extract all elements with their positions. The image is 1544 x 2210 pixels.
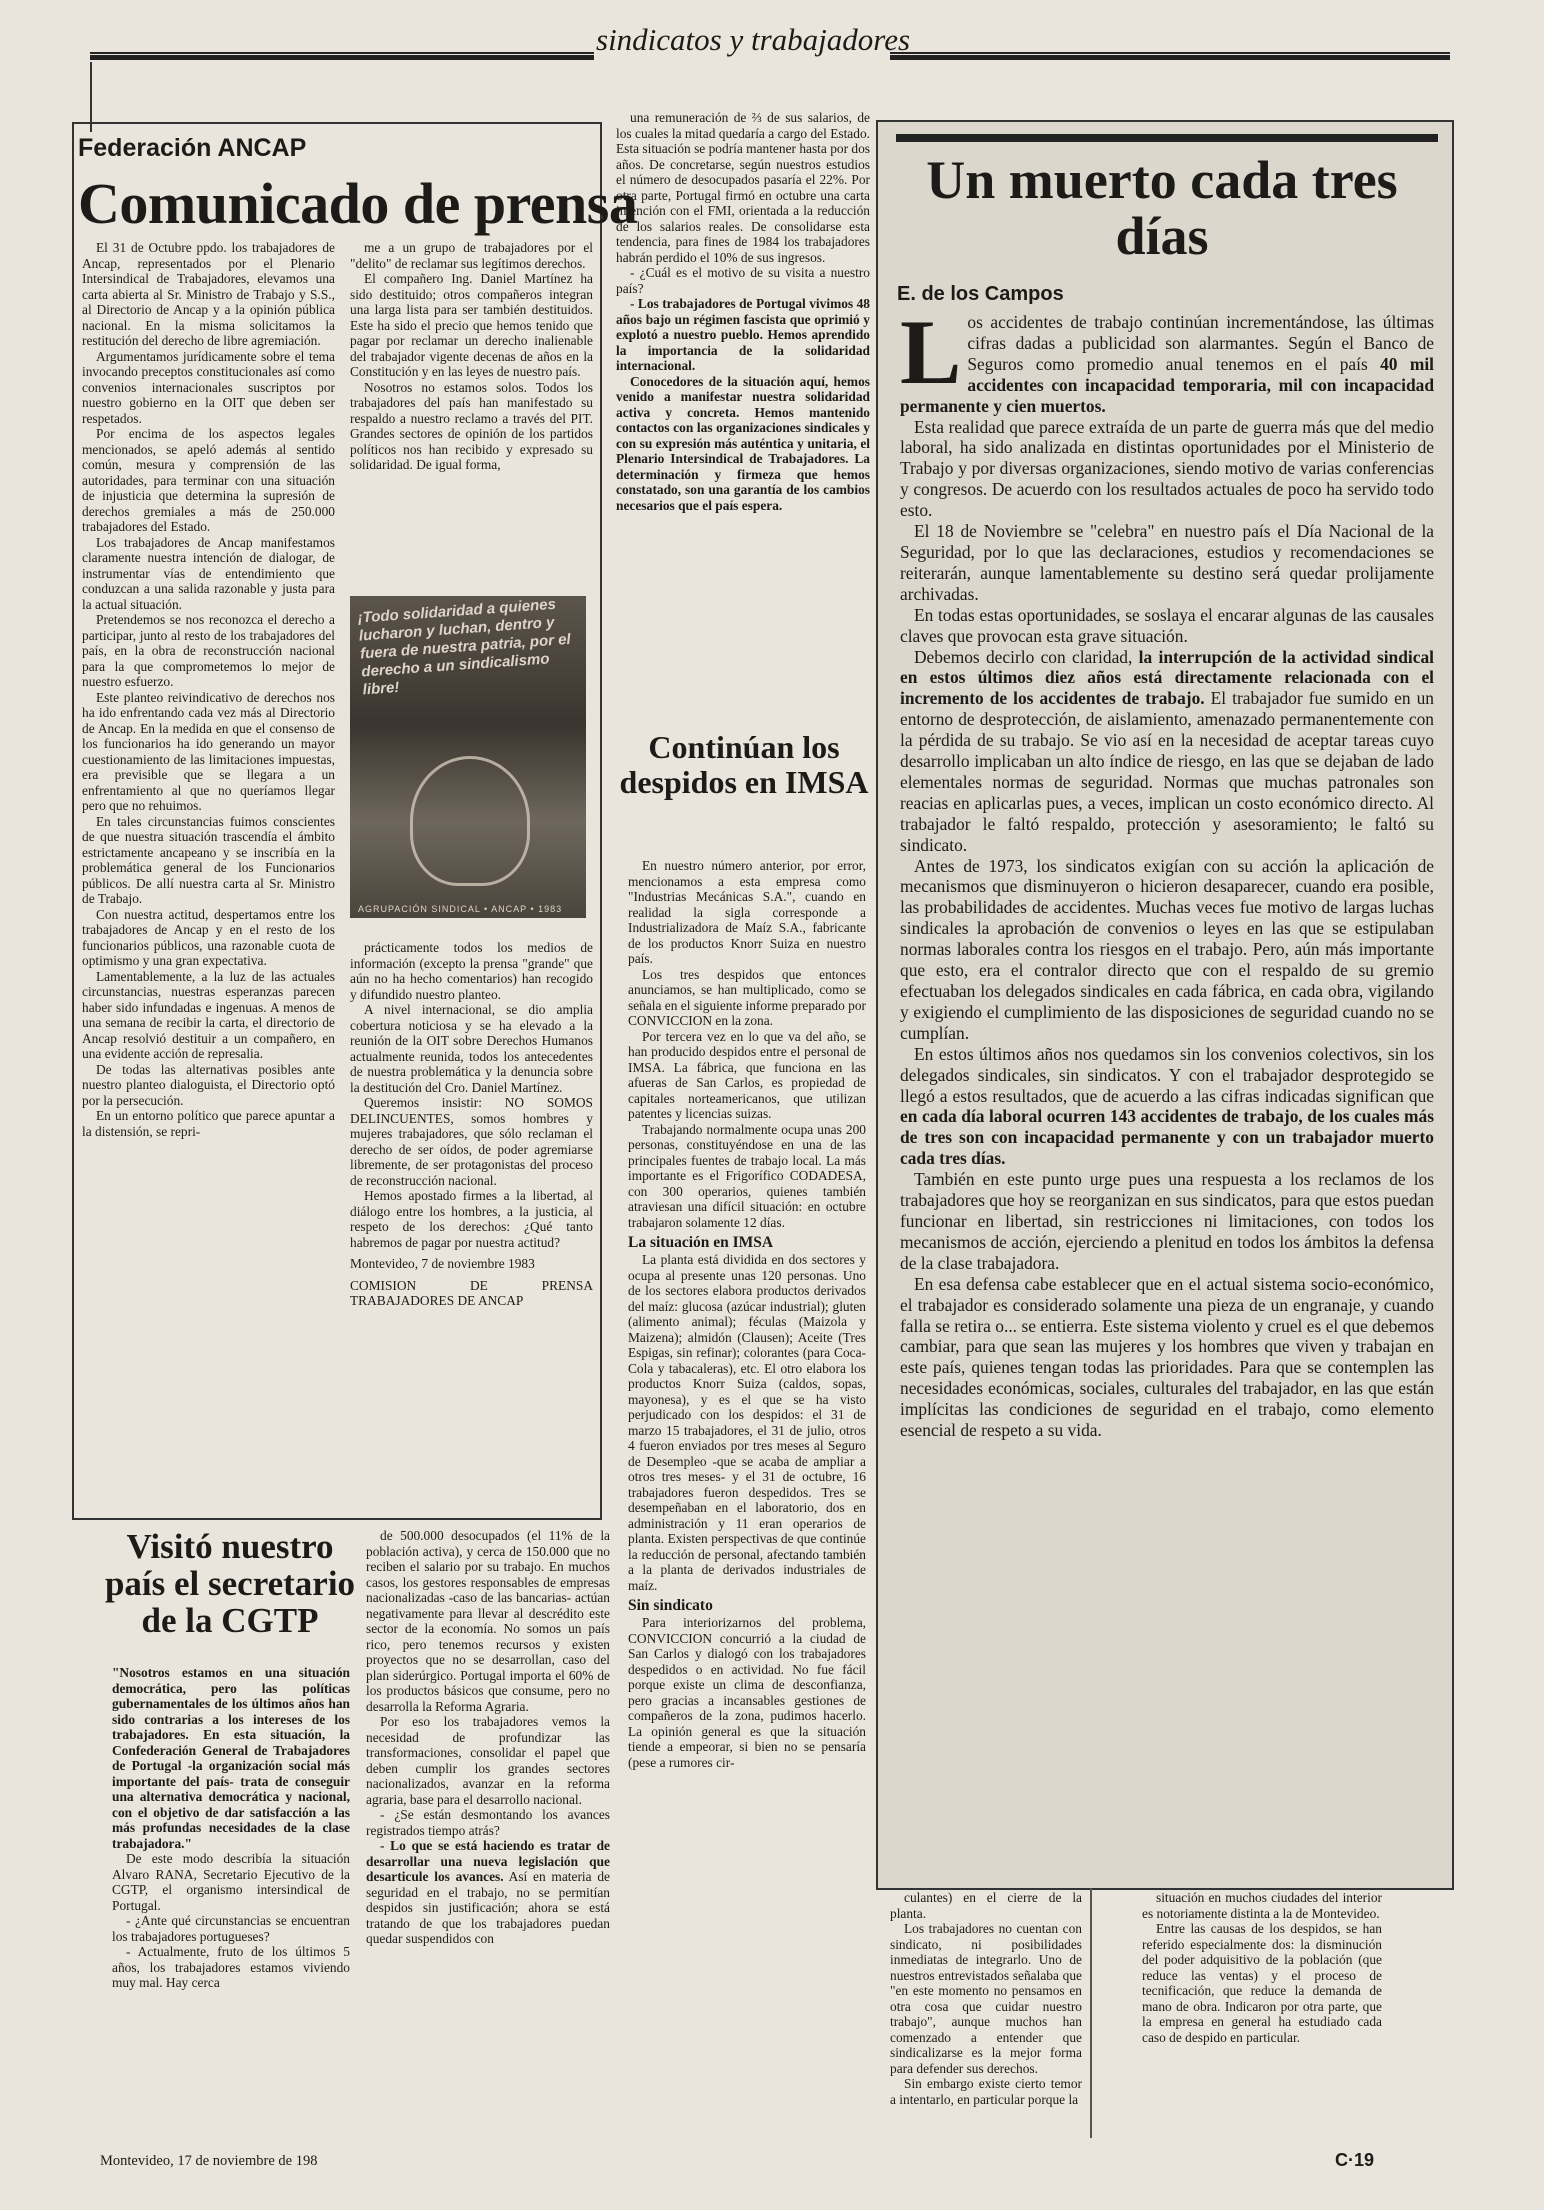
- accidents-paragraph: También en este punto urge pues una respuesta a los reclamos de los trabajadores que hoy se reorganizan en sus sindicatos, para que estos puedan funcionar en libertad, sin restricciones ni limitaciones, con todos los mecanismos de acción, ejerciendo a plenitud en todos los ámbitos la defensa de la clase trabajadora.: [900, 1169, 1434, 1273]
- accidents-paragraph: Antes de 1973, los sindicatos exigían con su acción la aplicación de mecanismos que disminuyeron o hicieron desaparecer, cuando era posible, las probabilidades de accidentes. Muchas veces fue motivo de largas luchas sindicales la aprobación de convenios o leyes en las que se estipulaban normas laborales contra los riesgos en el trabajo. Pero, aún más importante que esto, era el contralor directo que con el respaldo de su gremio efectuaban los delegados sindicales en cada fábrica, en cada obra, vigilando y exigiendo el cumplimiento de las disposiciones de seguridad cuando no se cumplían.: [900, 855, 1434, 1043]
- paragraph: de 500.000 desocupados (el 11% de la población activa), y cerca de 150.000 que no reciben el salario por su trabajo. En muchos casos, los gestores responsables de empresas nacionalizadas -caso de las bancarias- actúan negativamente para llevar al descrédito este sector de la economía. No somos un país rico, pero tenemos recursos y existen proyectos que no se desarrollan, caso del plan siderúrgico. Portugal importa el 60% de los productos básicos que consume, pero no desarrolla la Reforma Agraria.: [366, 1528, 610, 1714]
- paragraph: Los tres despidos que entonces anunciamos, se han multiplicado, como se señala en el siguiente informe preparado por CONVICCION en la zona.: [628, 966, 866, 1028]
- paragraph: Por encima de los aspectos legales mencionados, se apeló además al sentido común, mesura y comprensión de las autoridades, para terminar con una situación de injusticia que determina la supresión de derechos gremiales a más de 250.000 trabajadores del Estado.: [82, 426, 335, 534]
- imsa-column-1: [628, 858, 866, 2148]
- paragraph: - Actualmente, fruto de los últimos 5 años, los trabajadores estamos viviendo muy mal. Hay cerca: [112, 1944, 350, 1990]
- paragraph: Con nuestra actitud, despertamos entre los trabajadores de Ancap y en el resto de los funcionarios públicos, una razonable cuota de optimismo y una gran expectativa.: [82, 906, 335, 968]
- paragraph: Trabajando normalmente ocupa unas 200 personas, constituyéndose en una de las principales fuentes de trabajo local. La más importante es el Frigorífico CODADESA, con 300 operarios, quienes también atraviesan una difícil situación: en octubre trabajaron solamente 12 días.: [628, 1121, 866, 1230]
- paragraph: Queremos insistir: NO SOMOS DELINCUENTES, somos hombres y mujeres trabajadores, que sólo reclaman el derecho de ser oídos, de poder agremiarse libremente, de ser protagonistas del proceso de reconstrucción nacional.: [350, 1095, 593, 1188]
- paragraph: Hemos apostado firmes a la libertad, al diálogo entre los hombres, a la justicia, al respeto de los derechos: ¿Qué tanto habremos de pagar por nuestra actitud?: [350, 1188, 593, 1250]
- paragraph: Este planteo reivindicativo de derechos nos ha ido enfrentando cada vez más al Directorio de Ancap. En la medida en que el consenso de los funcionarios ha ido generando un mayor cuestionamiento de las limitaciones impuestas, era previsible que se llegara a un enfrentamiento al que no queríamos llegar pero que no rehuimos.: [82, 689, 335, 813]
- paragraph: Por tercera vez en lo que va del año, se han producido despidos entre el personal de IMSA. La fábrica, que funciona en las afueras de San Carlos, es propiedad de capitales norteamericanos, que utilizan patentes y licencias suizas.: [628, 1028, 866, 1121]
- paragraph: - ¿Cuál es el motivo de su visita a nuestro país?: [616, 265, 870, 296]
- photo-caption: AGRUPACIÓN SINDICAL • ANCAP • 1983: [358, 904, 563, 914]
- imsa-column-2: [890, 1890, 1082, 2140]
- page-number: C·19: [1335, 2150, 1375, 2170]
- paragraph: En un entorno político que parece apuntar a la distensión, se repri-: [82, 1108, 335, 1139]
- ancap-place-date: Montevideo, 7 de noviembre 1983: [350, 1256, 535, 1271]
- paragraph: Esta realidad que parece extraída de un parte de guerra más que del medio laboral, ha sido analizada en distintas oportunidades por el Ministerio de Trabajo y por diversas organizaciones, siendo motivo de varias conferencias y congresos. De acuerdo con los resultados actuales de poco ha servido todo esto.: [900, 416, 1434, 521]
- paragraph: Los trabajadores de Ancap manifestamos claramente nuestra intención de dialogar, de instrumentar vías de entendimiento que conduzcan a una salida razonable y justa para la actual situación.: [82, 534, 335, 612]
- column-rule: [1090, 1888, 1092, 2138]
- accidents-paragraph: En esa defensa cabe establecer que en el actual sistema socio-económico, el trabajador es considerado solamente una pieza de un engranaje, y cuando falla se retira o... se entierra. Este sistema violento y cruel es el que debemos cambiar, para que sean las mujeres y los hombres que viven y trabajan en este país, quienes tengan todas las prioridades. Para que se contemplen las necesidades económicas, sociales, culturales del trabajador, en las que están implícitas las condiciones de seguridad en el trabajo, como elemento esencial de respeto a su vida.: [900, 1273, 1434, 1441]
- paragraph: Los trabajadores no cuentan con sindicato, ni posibilidades inmediatas de integrarlo. Uno de nuestros entrevistados señalaba que "en este momento no pensamos en otra cosa que cuidar nuestro trabajo", aunque muchos han comenzado a entender que sindicalizarse es la mejor forma para defender sus derechos.: [890, 1921, 1082, 2076]
- paragraph: De este modo describía la situación Alvaro RANA, Secretario Ejecutivo de la CGTP, el organismo intersindical de Portugal.: [112, 1851, 350, 1913]
- paragraph: En nuestro número anterior, por error, mencionamos a esta empresa como "Industrias Mecánicas S.A.", cuando en realidad la sigla corresponde a Industrializadora de Maíz S.A., fabricante de los productos Knorr Suiza en nuestro país.: [628, 858, 866, 966]
- cgtp-column-1: [112, 1665, 350, 2143]
- paragraph: - Los trabajadores de Portugal vivimos 48 años bajo un régimen fascista que oprimió y explotó a nuestro pueblo. Hemos aprendido la importancia de la solidaridad internacional.: [616, 296, 870, 373]
- paragraph: Pretendemos se nos reconozca el derecho a participar, junto al resto de los trabajadores del país, en la obra de reconstrucción nacional para la que comprometemos lo mejor de nuestro esfuerzo.: [82, 612, 335, 689]
- ancap-column-1: [82, 240, 335, 1512]
- accidents-lead-paragraph: Los accidentes de trabajo continúan incrementándose, las últimas cifras dadas a publicidad son alarmantes. Según el Banco de Seguros como promedio anual tenemos en el país 40 mil accidentes con incapacidad temporaria, mil con incapacidad permanente y cien muertos.: [900, 312, 1434, 416]
- paragraph: - ¿Ante qué circunstancias se encuentran los trabajadores portugueses?: [112, 1913, 350, 1944]
- photo-hand-figure: [410, 756, 530, 886]
- paragraph: prácticamente todos los medios de información (excepto la prensa "grande" que aún no ha hecho comentarios) han recogido y difundido nuestro planteo.: [350, 940, 593, 1002]
- ancap-protest-photo: [350, 596, 586, 918]
- paragraph: - ¿Se están desmontando los avances registrados tiempo atrás?: [366, 1807, 610, 1838]
- paragraph: una remuneración de ⅔ de sus salarios, de los cuales la mitad quedaría a cargo del Estado. Esta situación se podría mantener hasta por dos años. De concretarse, según nuestros estudios el número de desocupados pasaría el 22%. Por otra parte, Portugal firmó en octubre una carta intención con el FMI, orientada a la reducción de los salarios reales. De consolidarse esta tendencia, para fines de 1984 los trabajadores habrán perdido el 10% de sus ingresos.: [616, 110, 870, 265]
- drop-cap: L: [900, 312, 962, 403]
- cgtp-paragraph: - Lo que se está haciendo es tratar de desarrollar una nueva legislación que desarticule los avances. Así en materia de seguridad en el trabajo, no se permitían despidos sin justificación; ahora se está tratando de que los trabajadores puedan quedar suspendidos con: [366, 1838, 610, 1946]
- accidents-paragraph: Debemos decirlo con claridad, la interrupción de la actividad sindical en estos últimos diez años está directamente relacionada con el incremento de los accidentes de trabajo. El trabajador fue sumido en un entorno de desprotección, de aislamiento, amenazado permanentemente con la pérdida de su trabajo. Se vio así en la necesidad de aceptar tareas cuyo desarrollo implicaban un alto índice de riesgo, en las que se dejaban de lado elementales normas de seguridad. Normas que muchas patronales son reacias en aplicarlas pues, a veces, implican un costo económico directo. Al trabajador le faltó respaldo, protección y asesoramiento; le faltó su sindicato.: [900, 646, 1434, 855]
- accidents-paragraph: En estos últimos años nos quedamos sin los convenios colectivos, sin los delegados sindicales, sin sindicatos. Y con el trabajador desprotegido se llegó a estos resultados, que de acuerdo a las cifras indicadas significan que en cada día laboral ocurren 143 accidentes de trabajo, de los cuales más de tres son con incapacidad permanente y con un trabajador muerto cada tres días.: [900, 1043, 1434, 1169]
- paragraph: Nosotros no estamos solos. Todos los trabajadores del país han manifestado su respaldo a nuestro reclamo a través del PIT. Grandes sectores de opinión de los partidos políticos nos han recibido y expresado su solidaridad. De igual forma,: [350, 379, 593, 472]
- paragraph: El 18 de Noviembre se "celebra" en nuestro país el Día Nacional de la Seguridad, por lo que las declaraciones, estudios y recomendaciones se reiterarán, aunque lamentablemente su destino será quedar prolijamente archivadas.: [900, 521, 1434, 604]
- paragraph: En todas estas oportunidades, se soslaya el encarar algunas de las causales claves que provocan esta grave situación.: [900, 604, 1434, 646]
- paragraph: De todas las alternativas posibles ante nuestro planteo dialoguista, el Directorio optó por la persecución.: [82, 1061, 335, 1108]
- paragraph: El compañero Ing. Daniel Martínez ha sido destituido; otros compañeros integran una larga lista para ser también destituidos. Este ha sido el precio que hemos tenido que pagar por reclamar un derecho inalienable del trabajador vigente decenas de años en la Constitución y en las leyes de nuestro país.: [350, 271, 593, 379]
- accidents-byline: E. de los Campos: [897, 283, 1064, 305]
- paragraph: En tales circunstancias fuimos conscientes de que nuestra situación trascendía el ámbito estrictamente ancapeano y se inscribía en la problemática general de los Funcionarios públicos. De allí nuestra carta al Sr. Ministro de Trabajo.: [82, 813, 335, 906]
- paragraph: culantes) en el cierre de la planta.: [890, 1890, 1082, 1921]
- paragraph: me a un grupo de trabajadores por el "delito" de reclamar sus legítimos derechos.: [350, 240, 593, 271]
- imsa-headline: Continúan los despidos en IMSA: [619, 729, 869, 800]
- paragraph: Conocedores de la situación aquí, hemos venido a manifestar nuestra solidaridad activa y concreta. Hemos mantenido contactos con las organizaciones sindicales y con su expresión más auténtica y unitaria, el Plenario Intersindical de Trabajadores. La determinación y firmeza que hemos constatado, son una garantía de los cambios necesarios que el país espera.: [616, 373, 870, 513]
- imsa-column-3: [1142, 1890, 1382, 2140]
- paragraph: Para interiorizarnos del problema, CONVICCION concurrió a la ciudad de San Carlos y dialogó con los trabajadores despedidos o en actividad. No fue fácil porque existe un clima de desconfianza, pero gracias a incansables gestiones de compañeros de la zona, pudimos hacerlo. La opinión general es que la situación tiende a empeorar, si bien no se pensaría (pese a rumores cir-: [628, 1615, 866, 1770]
- header-rule-right: [890, 52, 1450, 60]
- paragraph: La planta está dividida en dos sectores y ocupa al presente unas 120 personas. Uno de los sectores elabora productos derivados del maíz: glucosa (azúcar industrial); gluten (alimento animal); féculas (Maizola y Maizena); almidón (Clausen); Aceite (Tres Espigas, sin refinar); colorantes (para Coca-Cola y tabacaleras), etc. El otro elabora los productos Knorr Suiza (caldos, sopas, mayonesa), y es el que se ha visto perjudicado con los despidos: el 31 de marzo 15 trabajadores, el 31 de julio, otros 4 fueron enviados por tres meses al Seguro de Desempleo -que se acaba de ampliar a otros tres meses- y el 31 de octubre, 16 trabajadores fueron despedidos. Tres se desempeñaban en el laboratorio, dos en administración y 11 eran operarios de planta. Existen perspectivas de que continúe la reducción de personal, afectando también a la planta de derivados industriales de maíz.: [628, 1252, 866, 1593]
- cgtp-lead: "Nosotros estamos en una situación democrática, pero las políticas gubernamentales de los últimos años han sido contrarias a los intereses de los trabajadores. En esta situación, la Confederación General de Trabajadores de Portugal -la organización social más importante del país- trata de conseguir una alternativa democrática y nacional, con el objetivo de dar satisfacción a las más profundas necesidades de la clase trabajadora.": [112, 1665, 350, 1851]
- imsa-subhead: La situación en IMSA: [628, 1234, 774, 1251]
- portugal-continuation-column: [616, 110, 870, 722]
- paragraph: situación en muchos ciudades del interior es notoriamente distinta a la de Montevideo.: [1142, 1890, 1382, 1921]
- paragraph: Entre las causas de los despidos, se han referido especialmente dos: la disminución del poder adquisitivo de la población (que reduce las ventas) y el proceso de tecnificación, que reduce la demanda de mano de obra. Indicaron por otra parte, que la empresa en general ha estudiado cada caso de despido en particular.: [1142, 1921, 1382, 2045]
- ancap-headline: Comunicado de prensa: [78, 171, 638, 236]
- cgtp-column-2: [366, 1528, 610, 2140]
- accidents-headline: Un muerto cada tres días: [926, 150, 1398, 266]
- accidents-body: [900, 312, 1434, 1878]
- accidents-top-bar: [896, 134, 1438, 142]
- cgtp-headline: Visitó nuestro país el secretario de la CGTP: [104, 1527, 356, 1640]
- imsa-subhead: Sin sindicato: [628, 1597, 713, 1614]
- paragraph: Sin embargo existe cierto temor a intentarlo, en particular porque la: [890, 2076, 1082, 2107]
- footer-date: Montevideo, 17 de noviembre de 198: [100, 2153, 318, 2169]
- paragraph: Argumentamos jurídicamente sobre el tema invocando preceptos constitucionales así como convenios internacionales suscriptos por nuestro gobierno en la OIT que deben ser respetados.: [82, 348, 335, 426]
- ancap-signature: COMISION DE PRENSA TRABAJADORES DE ANCAP: [350, 1277, 593, 1308]
- ancap-kicker: Federación ANCAP: [78, 134, 307, 162]
- photo-banner-text: ¡Todo solidaridad a quienes lucharon y luchan, dentro y fuera de nuestra patria, por el derecho a un sindicalismo libre!: [357, 595, 572, 699]
- paragraph: El 31 de Octubre ppdo. los trabajadores de Ancap, representados por el Plenario Intersindical de Trabajadores, elevamos una carta abierta al Sr. Ministro de Trabajo y S.S., al Directorio de Ancap y a la opinión pública nacional. En la misma solicitamos la restitución del derecho de libre agremiación.: [82, 240, 335, 348]
- ancap-column-2-bottom: [350, 940, 593, 1492]
- header-rule-left: [90, 52, 594, 60]
- paragraph: A nivel internacional, se dio amplia cobertura noticiosa y se ha elevado a la reunión de la OIT sobre Derechos Humanos actualmente reunida, todos los antecedentes de nuestra problemática y la denuncia sobre la destitución del Cro. Daniel Martínez.: [350, 1002, 593, 1095]
- paragraph: Lamentablemente, a la luz de las actuales circunstancias, nuestras esperanzas parecen haber sido infundadas e ingenuas. A menos de una semana de recibir la carta, el directorio de Ancap resolvió destituir a un compañero, en una evidente acción de represalia.: [82, 968, 335, 1061]
- paragraph: Por eso los trabajadores vemos la necesidad de profundizar las transformaciones, consolidar el papel que deben cumplir los grandes sectores nacionalizados, avanzar en la reforma agraria, base para el desarrollo nacional.: [366, 1714, 610, 1807]
- ancap-column-2-top: [350, 240, 593, 590]
- section-title: sindicatos y trabajadores: [596, 22, 911, 57]
